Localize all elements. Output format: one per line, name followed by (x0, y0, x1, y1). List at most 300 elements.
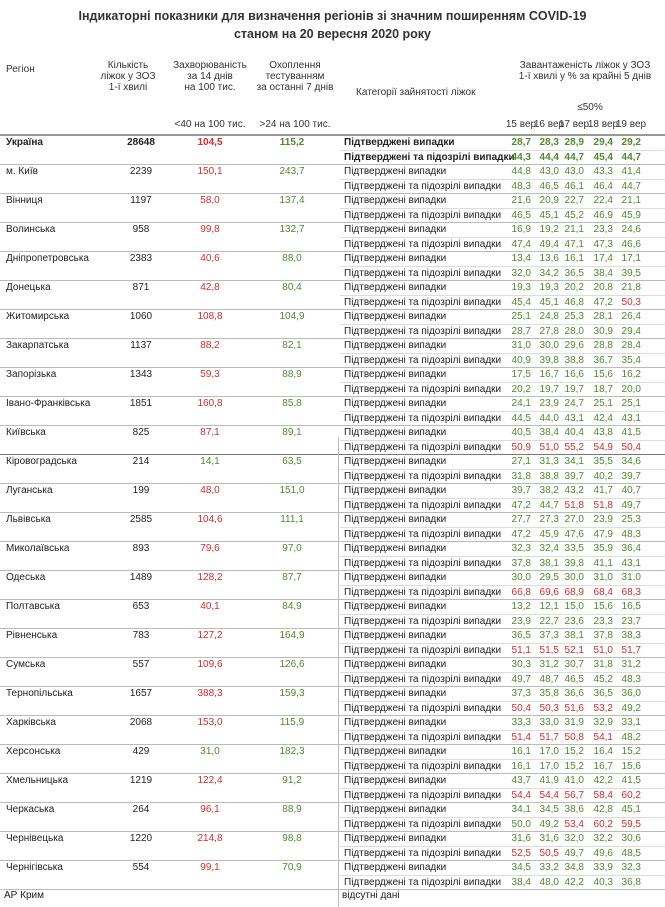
header-date: 18 вер (587, 119, 619, 130)
occupancy-value: 33,2 (539, 862, 559, 873)
occupancy-value: 34,5 (511, 862, 531, 873)
occupancy-value: 47,9 (593, 528, 613, 540)
occupancy-value: 31,9 (564, 717, 584, 728)
occupancy-value: 46,5 (539, 180, 559, 192)
occupancy-value: 36,5 (593, 688, 613, 699)
incidence-value: 388,3 (197, 688, 223, 699)
testing-value: 115,9 (279, 717, 305, 728)
occupancy-value: 52,5 (511, 847, 531, 859)
beds-count: 958 (132, 224, 150, 235)
occupancy-value: 39,8 (539, 354, 559, 366)
occupancy-value: 49,7 (511, 673, 531, 685)
occupancy-value: 54,9 (593, 441, 613, 453)
occupancy-value: 19,7 (539, 383, 559, 395)
category-label: Підтверджені випадки (344, 253, 447, 264)
occupancy-value: 35,4 (621, 354, 641, 366)
occupancy-value: 36,6 (564, 688, 584, 699)
occupancy-value: 24,7 (564, 398, 584, 409)
category-label: Підтверджені та підозрілі випадки (344, 615, 502, 627)
occupancy-value: 29,4 (593, 137, 613, 148)
header-occupancy-threshold: ≤50% (577, 102, 603, 113)
occupancy-value: 48,3 (621, 528, 641, 540)
region-name: Донецька (6, 282, 51, 293)
occupancy-value: 29,5 (539, 572, 559, 583)
occupancy-value: 18,7 (593, 383, 613, 395)
category-label: Підтверджені та підозрілі випадки (344, 528, 502, 540)
occupancy-value: 48,2 (621, 731, 641, 743)
occupancy-value: 60,2 (621, 789, 641, 801)
testing-value: 88,9 (282, 804, 302, 815)
occupancy-value: 23,9 (511, 615, 531, 627)
table-row (0, 861, 665, 890)
occupancy-value: 45,4 (593, 151, 613, 163)
region-name: Миколаївська (6, 543, 70, 554)
occupancy-value: 16,9 (511, 224, 531, 235)
occupancy-value: 27,3 (539, 514, 559, 525)
occupancy-value: 31,6 (539, 833, 559, 844)
occupancy-value: 55,2 (564, 441, 584, 453)
table-row (0, 832, 665, 861)
row-separator (340, 585, 665, 586)
occupancy-value: 34,5 (539, 804, 559, 815)
incidence-value: 87,1 (200, 427, 220, 438)
incidence-value: 150,1 (197, 166, 223, 177)
beds-count: 653 (132, 601, 150, 612)
occupancy-value: 37,3 (539, 630, 559, 641)
beds-count: 1343 (129, 369, 153, 380)
occupancy-value: 38,8 (539, 470, 559, 482)
occupancy-value: 16,7 (539, 369, 559, 380)
occupancy-value: 17,1 (621, 253, 641, 264)
occupancy-value: 25,1 (511, 311, 531, 322)
occupancy-value: 44,7 (564, 151, 584, 163)
occupancy-value: 28,1 (593, 311, 613, 322)
region-name: Житомирська (6, 311, 70, 322)
beds-count: 554 (132, 862, 150, 873)
category-label: Підтверджені та підозрілі випадки (344, 441, 502, 453)
occupancy-value: 28,9 (564, 137, 584, 148)
occupancy-value: 27,0 (564, 514, 584, 525)
occupancy-value: 37,3 (511, 688, 531, 699)
beds-count: 214 (132, 456, 150, 467)
table-row (0, 716, 665, 745)
occupancy-value: 35,8 (539, 688, 559, 699)
occupancy-value: 50,4 (621, 441, 641, 453)
region-name: Закарпатська (6, 340, 69, 351)
category-label: Підтверджені випадки (344, 340, 447, 351)
occupancy-value: 25,1 (593, 398, 613, 409)
category-label: Підтверджені випадки (344, 137, 455, 148)
occupancy-value: 43,3 (593, 166, 613, 177)
category-label: Підтверджені випадки (344, 311, 447, 322)
occupancy-value: 46,4 (593, 180, 613, 192)
occupancy-value: 20,2 (511, 383, 531, 395)
occupancy-value: 51,0 (593, 644, 613, 656)
occupancy-value: 20,8 (593, 282, 613, 293)
occupancy-value: 45,2 (593, 673, 613, 685)
header-testing: Охоплення тестуванням за останні 7 днів (256, 60, 334, 93)
occupancy-value: 34,1 (511, 804, 531, 815)
incidence-value: 88,2 (200, 340, 220, 351)
region-name: м. Київ (6, 166, 38, 177)
occupancy-value: 43,8 (593, 427, 613, 438)
beds-count: 893 (132, 543, 150, 554)
occupancy-value: 36,5 (564, 267, 584, 279)
incidence-value: 153,0 (197, 717, 223, 728)
region-name: Київська (6, 427, 46, 438)
occupancy-value: 20,2 (564, 282, 584, 293)
occupancy-value: 21,1 (564, 224, 584, 235)
table-row (0, 658, 665, 687)
category-label: Підтверджені та підозрілі випадки (344, 209, 502, 221)
testing-value: 115,2 (279, 137, 305, 148)
testing-value: 88,0 (282, 253, 302, 264)
occupancy-value: 36,5 (511, 630, 531, 641)
header-date: 19 вер (615, 119, 647, 130)
table-row (0, 629, 665, 658)
category-label: Підтверджені та підозрілі випадки (344, 731, 502, 743)
occupancy-value: 32,0 (564, 833, 584, 844)
category-label: Підтверджені та підозрілі випадки (344, 702, 502, 714)
incidence-value: 128,2 (197, 572, 223, 583)
occupancy-value: 38,3 (621, 630, 641, 641)
testing-value: 87,7 (282, 572, 302, 583)
row-separator (340, 701, 665, 702)
table-row (0, 368, 665, 397)
incidence-value: 127,2 (197, 630, 223, 641)
occupancy-value: 22,4 (593, 195, 613, 206)
row-separator (340, 875, 665, 876)
row-separator (340, 614, 665, 615)
category-label: Підтверджені та підозрілі випадки (344, 354, 502, 366)
occupancy-value: 44,7 (539, 499, 559, 511)
table-row (0, 281, 665, 310)
testing-value: 70,9 (282, 862, 302, 873)
beds-count: 1220 (129, 833, 153, 844)
occupancy-value: 25,1 (621, 398, 641, 409)
beds-count: 783 (132, 630, 150, 641)
table-row (0, 571, 665, 600)
row-separator (340, 382, 665, 383)
occupancy-value: 45,1 (621, 804, 641, 815)
occupancy-value: 44,5 (511, 412, 531, 424)
occupancy-value: 27,8 (539, 325, 559, 337)
occupancy-value: 34,1 (564, 456, 584, 467)
occupancy-value: 49,7 (564, 847, 584, 859)
occupancy-value: 50,4 (511, 702, 531, 714)
occupancy-value: 33,5 (564, 543, 584, 554)
occupancy-value: 23,9 (593, 514, 613, 525)
incidence-value: 109,6 (197, 659, 223, 670)
header-date: 15 вер (505, 119, 537, 130)
occupancy-value: 42,2 (593, 775, 613, 786)
crimea-row (0, 887, 665, 905)
occupancy-value: 47,4 (511, 238, 531, 250)
occupancy-value: 54,4 (539, 789, 559, 801)
testing-value: 137,4 (279, 195, 305, 206)
occupancy-value: 48,7 (539, 673, 559, 685)
incidence-value: 59,3 (200, 369, 220, 380)
occupancy-value: 13,6 (539, 253, 559, 264)
category-label: Підтверджені випадки (344, 804, 447, 815)
testing-value: 164,9 (279, 630, 305, 641)
occupancy-value: 21,1 (621, 195, 641, 206)
page-title: Індикаторні показники для визначення регіонів зі значним поширенням COVID-19 (78, 9, 587, 23)
occupancy-value: 44,7 (621, 180, 641, 192)
region-name: Україна (6, 137, 43, 148)
occupancy-value: 50,3 (621, 296, 641, 308)
occupancy-value: 47,2 (593, 296, 613, 308)
category-label: Підтверджені та підозрілі випадки (344, 557, 502, 569)
occupancy-value: 43,1 (621, 412, 641, 424)
table-row (0, 513, 665, 542)
header-occupancy: Завантаженість ліжок у ЗОЗ 1-ї хвилі у % за крайні 5 днів (518, 60, 652, 82)
occupancy-value: 38,1 (564, 630, 584, 641)
region-name: Одеська (6, 572, 46, 583)
row-separator (340, 556, 665, 557)
occupancy-value: 31,2 (621, 659, 641, 670)
occupancy-value: 45,2 (564, 209, 584, 221)
occupancy-value: 29,2 (621, 137, 641, 148)
occupancy-value: 48,5 (621, 847, 641, 859)
occupancy-value: 42,4 (593, 412, 613, 424)
beds-count: 2585 (129, 514, 153, 525)
beds-count: 28648 (127, 137, 155, 148)
header-incidence: Захворюваність за 14 днів на 100 тис. (173, 60, 247, 93)
region-name: Рівненська (6, 630, 58, 641)
table-row (0, 426, 665, 455)
occupancy-value: 43,1 (621, 557, 641, 569)
testing-value: 111,1 (280, 514, 304, 525)
category-label: Підтверджені випадки (344, 572, 447, 583)
occupancy-value: 23,9 (539, 398, 559, 409)
incidence-value: 58,0 (200, 195, 220, 206)
category-label: Підтверджені та підозрілі випадки (344, 586, 502, 598)
occupancy-value: 38,4 (539, 427, 559, 438)
occupancy-value: 23,3 (593, 615, 613, 627)
category-label: Підтверджені та підозрілі випадки (344, 876, 502, 888)
table-row (0, 310, 665, 339)
occupancy-value: 13,4 (511, 253, 531, 264)
occupancy-value: 51,7 (539, 731, 559, 743)
incidence-value: 214,8 (197, 833, 223, 844)
incidence-value: 99,8 (200, 224, 220, 235)
beds-count: 2068 (129, 717, 153, 728)
occupancy-value: 33,0 (539, 717, 559, 728)
occupancy-value: 40,4 (564, 427, 584, 438)
incidence-value: 96,1 (200, 804, 220, 815)
row-separator (340, 498, 665, 499)
occupancy-value: 28,4 (621, 340, 641, 351)
occupancy-value: 25,3 (621, 514, 641, 525)
row-separator (340, 469, 665, 470)
occupancy-value: 39,8 (564, 557, 584, 569)
occupancy-value: 30,3 (511, 659, 531, 670)
category-label: Підтверджені та підозрілі випадки (344, 325, 502, 337)
testing-value: 151,0 (279, 485, 305, 496)
row-separator (340, 643, 665, 644)
occupancy-value: 21,8 (621, 282, 641, 293)
incidence-value: 79,6 (200, 543, 220, 554)
row-separator (340, 440, 665, 441)
occupancy-value: 36,0 (621, 688, 641, 699)
occupancy-value: 50,3 (539, 702, 559, 714)
beds-count: 825 (132, 427, 150, 438)
occupancy-value: 53,2 (593, 702, 613, 714)
table-row (0, 136, 665, 165)
region-name: Харківська (6, 717, 56, 728)
category-label: Підтверджені випадки (344, 630, 447, 641)
occupancy-value: 41,7 (593, 485, 613, 496)
occupancy-value: 51,1 (511, 644, 531, 656)
occupancy-value: 36,7 (593, 354, 613, 366)
occupancy-value: 16,6 (564, 369, 584, 380)
region-name: Кіровоградська (6, 456, 77, 467)
testing-value: 80,4 (282, 282, 302, 293)
category-label: Підтверджені та підозрілі випадки (344, 383, 502, 395)
column-divider (338, 887, 339, 907)
occupancy-value: 59,5 (621, 818, 641, 830)
beds-count: 1219 (129, 775, 153, 786)
occupancy-value: 19,2 (539, 224, 559, 235)
occupancy-value: 40,7 (621, 485, 641, 496)
occupancy-value: 36,8 (621, 876, 641, 888)
occupancy-value: 68,9 (564, 586, 584, 598)
occupancy-value: 53,4 (564, 818, 584, 830)
page-subtitle: станом на 20 вересня 2020 року (233, 27, 432, 41)
incidence-value: 48,0 (200, 485, 220, 496)
region-name: Чернігівська (6, 862, 63, 873)
occupancy-value: 36,4 (621, 543, 641, 554)
category-label: Підтверджені випадки (344, 601, 447, 612)
testing-value: 82,1 (282, 340, 302, 351)
row-separator (340, 295, 665, 296)
table-row (0, 803, 665, 832)
occupancy-value: 58,4 (593, 789, 613, 801)
occupancy-value: 16,7 (593, 760, 613, 772)
occupancy-value: 13,2 (511, 601, 531, 612)
incidence-value: 42,8 (200, 282, 220, 293)
category-label: Підтверджені та підозрілі випадки (344, 760, 502, 772)
beds-count: 1489 (129, 572, 153, 583)
beds-count: 1137 (130, 340, 152, 351)
occupancy-value: 43,0 (564, 166, 584, 177)
testing-value: 104,9 (279, 311, 305, 322)
occupancy-value: 44,8 (511, 166, 531, 177)
occupancy-value: 39,7 (511, 485, 531, 496)
occupancy-value: 32,9 (593, 717, 613, 728)
occupancy-value: 40,3 (593, 876, 613, 888)
beds-count: 557 (132, 659, 150, 670)
category-label: Підтверджені випадки (344, 224, 447, 235)
region-name: Івано-Франківська (6, 398, 91, 409)
occupancy-value: 23,7 (621, 615, 641, 627)
category-label: Підтверджені та підозрілі випадки (344, 180, 502, 192)
incidence-value: 160,8 (197, 398, 223, 409)
occupancy-value: 35,5 (593, 456, 613, 467)
testing-value: 243,7 (279, 166, 305, 177)
row-separator (340, 846, 665, 847)
category-label: Підтверджені випадки (344, 688, 447, 699)
occupancy-value: 20,0 (621, 383, 641, 395)
header-date: 17 вер (558, 119, 590, 130)
occupancy-value: 47,1 (564, 238, 584, 250)
category-label: Підтверджені випадки (344, 833, 447, 844)
occupancy-value: 51,5 (539, 644, 559, 656)
beds-count: 2383 (129, 253, 153, 264)
occupancy-value: 37,8 (511, 557, 531, 569)
table-row (0, 165, 665, 194)
occupancy-value: 28,3 (539, 137, 559, 148)
occupancy-value: 50,0 (511, 818, 531, 830)
occupancy-value: 47,6 (564, 528, 584, 540)
table-row (0, 745, 665, 774)
testing-value: 132,7 (279, 224, 305, 235)
occupancy-value: 48,3 (621, 673, 641, 685)
occupancy-value: 32,4 (539, 543, 559, 554)
occupancy-value: 47,2 (511, 499, 531, 511)
occupancy-value: 43,0 (539, 166, 559, 177)
occupancy-value: 16,1 (511, 760, 531, 772)
testing-value: 126,6 (279, 659, 305, 670)
testing-value: 98,8 (282, 833, 302, 844)
beds-count: 264 (132, 804, 150, 815)
category-label: Підтверджені випадки (344, 369, 447, 380)
occupancy-value: 41,9 (539, 775, 559, 786)
occupancy-value: 32,3 (621, 862, 641, 873)
beds-count: 1657 (129, 688, 153, 699)
occupancy-value: 41,5 (621, 427, 641, 438)
incidence-value: 104,5 (197, 137, 223, 148)
occupancy-value: 44,0 (539, 412, 559, 424)
occupancy-value: 31,2 (539, 659, 559, 670)
occupancy-value: 34,8 (564, 862, 584, 873)
incidence-value: 122,4 (197, 775, 223, 786)
occupancy-value: 25,3 (564, 311, 584, 322)
category-label: Підтверджені випадки (344, 543, 447, 554)
occupancy-value: 15,6 (593, 369, 613, 380)
occupancy-value: 30,0 (539, 340, 559, 351)
occupancy-value: 16,5 (621, 601, 641, 612)
occupancy-value: 38,4 (593, 267, 613, 279)
occupancy-value: 45,4 (511, 296, 531, 308)
category-label: Підтверджені та підозрілі випадки (344, 644, 502, 656)
occupancy-value: 42,2 (564, 876, 584, 888)
occupancy-value: 16,4 (593, 746, 613, 757)
occupancy-value: 69,6 (539, 586, 559, 598)
occupancy-value: 46,8 (564, 296, 584, 308)
header-incidence-threshold: <40 на 100 тис. (174, 119, 246, 130)
occupancy-value: 31,3 (539, 456, 559, 467)
occupancy-value: 51,8 (593, 499, 613, 511)
occupancy-value: 43,7 (511, 775, 531, 786)
table-row (0, 397, 665, 426)
occupancy-value: 30,0 (564, 572, 584, 583)
beds-count: 2239 (129, 166, 153, 177)
header-testing-threshold: >24 на 100 тис. (259, 119, 331, 130)
occupancy-value: 51,7 (621, 644, 641, 656)
occupancy-value: 54,4 (511, 789, 531, 801)
occupancy-value: 34,2 (539, 267, 559, 279)
occupancy-value: 32,0 (511, 267, 531, 279)
occupancy-value: 32,2 (593, 833, 613, 844)
region-name: Дніпропетровська (6, 253, 89, 264)
occupancy-value: 24,1 (511, 398, 531, 409)
category-label: Підтверджені випадки (344, 659, 447, 670)
category-label: Підтверджені та підозрілі випадки (344, 238, 502, 250)
occupancy-value: 31,6 (511, 833, 531, 844)
header-region: Регіон (6, 64, 35, 75)
